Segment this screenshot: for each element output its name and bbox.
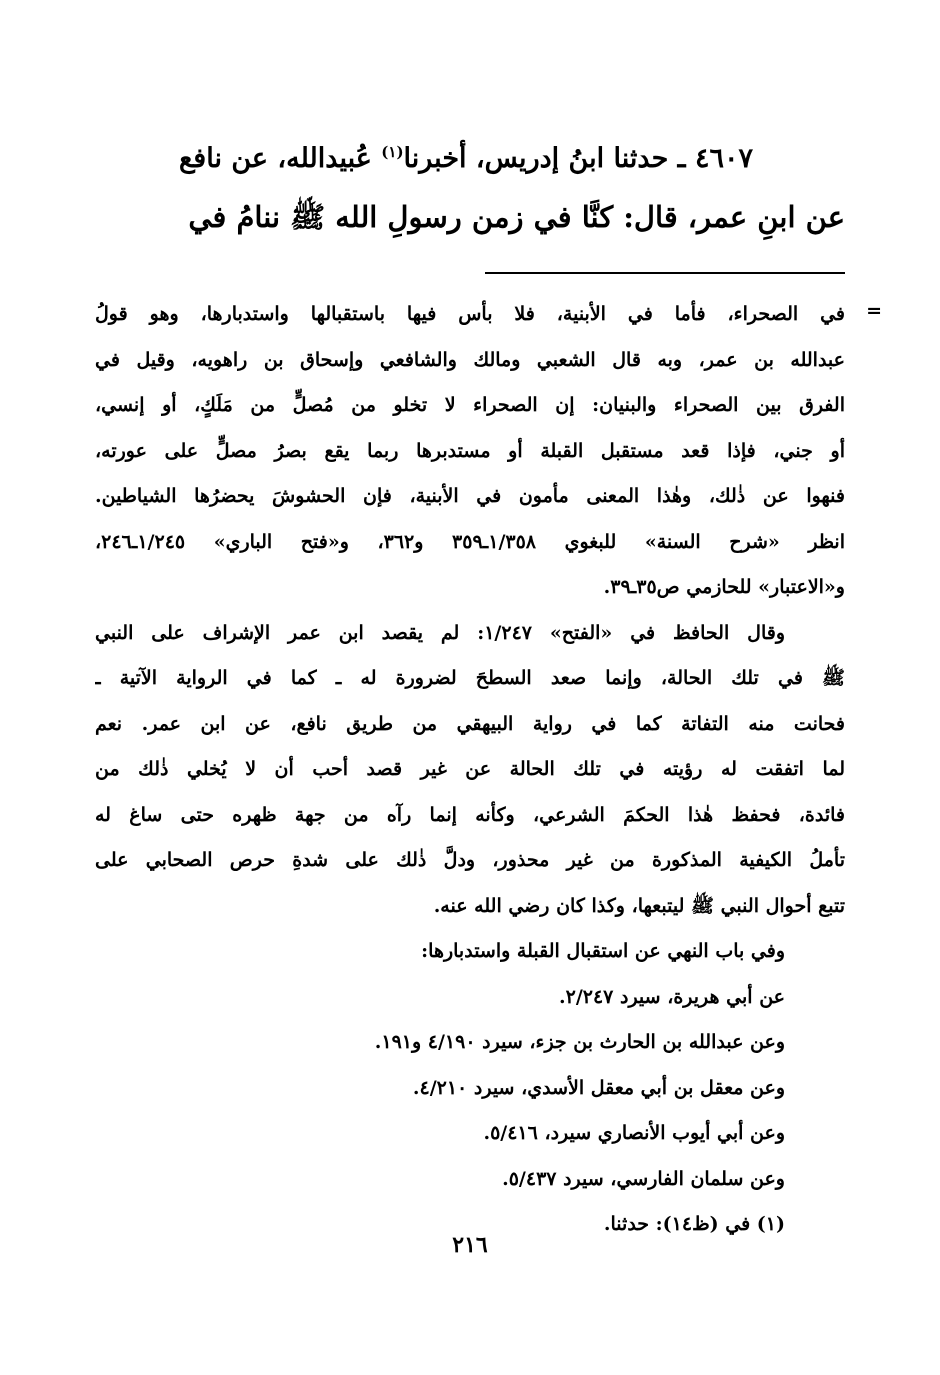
- page-number: ٢١٦: [452, 1232, 488, 1258]
- hadith-line-2: عن ابنِ عمر، قال: كنَّا في زمن رسولِ الله ﷺ ننامُ في: [188, 200, 845, 234]
- note-line: الفرق بين الصحراء والبنيان: إن الصحراء لا تخلو من مُصلٍّ من مَلَكٍ، أو إنسي،: [95, 394, 845, 416]
- note-line: فحانت منه التفاتة كما في رواية البيهقي من طريق نافع، عن ابن عمر. نعم: [95, 712, 845, 735]
- note-line: فنهوا عن ذٰلك، وهٰذا المعنى مأمون في الأبنية، فإن الحشوشَ يحضرُها الشياطين.: [95, 485, 845, 507]
- note-line: وقال الحافظ في «الفتح» ١/٢٤٧: لم يقصد ابن عمر الإشراف على النبي: [95, 621, 785, 644]
- note-line: وعن عبدالله بن الحارث بن جزء، سيرد ٤/١٩٠ و١٩١.: [374, 1031, 785, 1053]
- footnote-divider: [485, 272, 845, 274]
- note-line: تتبع أحوال النبي ﷺ ليتبعها، وكذا كان رضي الله عنه.: [433, 894, 845, 917]
- footnotes-block: [95, 292, 845, 1248]
- note-line: عن أبي هريرة، سيرد ٢/٢٤٧.: [558, 985, 785, 1008]
- book-page: [95, 0, 845, 1375]
- note-line: و«الاعتبار» للحازمي ص٣٥ـ٣٩.: [603, 576, 845, 598]
- footnote-reference[interactable]: (١): [381, 143, 404, 161]
- note-line: انظر «شرح السنة» للبغوي ١/٣٥٨ـ٣٥٩ و٣٦٢، و«فتح الباري» ١/٢٤٥ـ٢٤٦،: [95, 530, 845, 553]
- note-line: عبدالله بن عمر، وبه قال الشعبي ومالك والشافعي وإسحاق بن راهويه، وقيل في: [95, 348, 845, 371]
- note-line: وعن أبي أيوب الأنصاري سيرد، ٥/٤١٦.: [483, 1122, 785, 1144]
- note-line: وفي باب النهي عن استقبال القبلة واستدبارها:: [421, 940, 785, 962]
- note-line: فائدة، فحفظ هٰذا الحكمَ الشرعي، وكأنه إنما رآه من جهة ظهره حتى ساغ له: [95, 803, 845, 826]
- note-line: تأملُ الكيفية المذكورة من غير محذور، ودلَّ ذٰلك على شدةِ حرص الصحابي على: [95, 849, 845, 871]
- hadith-line-1: [179, 143, 753, 174]
- footnote-1: (١) في (ظ١٤): حدثنا.: [603, 1213, 785, 1235]
- continuation-mark: =: [866, 300, 882, 322]
- note-line: في الصحراء، فأما في الأبنية، فلا بأس فيها باستقبالها واستدبارها، وهو قولُ: [95, 303, 845, 325]
- hadith-line-1-start: ٤٦٠٧ ـ حدثنا ابنُ إدريس، أخبرنا: [403, 143, 753, 174]
- note-line: لما اتفقت له رؤيته في تلك الحالة عن غير قصد أحب أن لا يُخلي ذٰلك من: [95, 758, 845, 780]
- note-line: وعن معقل بن أبي معقل الأسدي، سيرد ٤/٢١٠.: [412, 1076, 785, 1099]
- note-line: وعن سلمان الفارسي، سيرد ٥/٤٣٧.: [502, 1167, 785, 1190]
- hadith-line-1-end: عُبيدالله، عن نافع: [178, 143, 382, 174]
- note-line: ﷺ في تلك الحالة، وإنما صعد السطحَ لضرورة له ـ كما في الرواية الآتية ـ: [95, 667, 845, 689]
- note-line: أو جني، فإذا قعد مستقبل القبلة أو مستدبرها ربما يقع بصرُ مصلٍّ على عورته،: [95, 439, 845, 462]
